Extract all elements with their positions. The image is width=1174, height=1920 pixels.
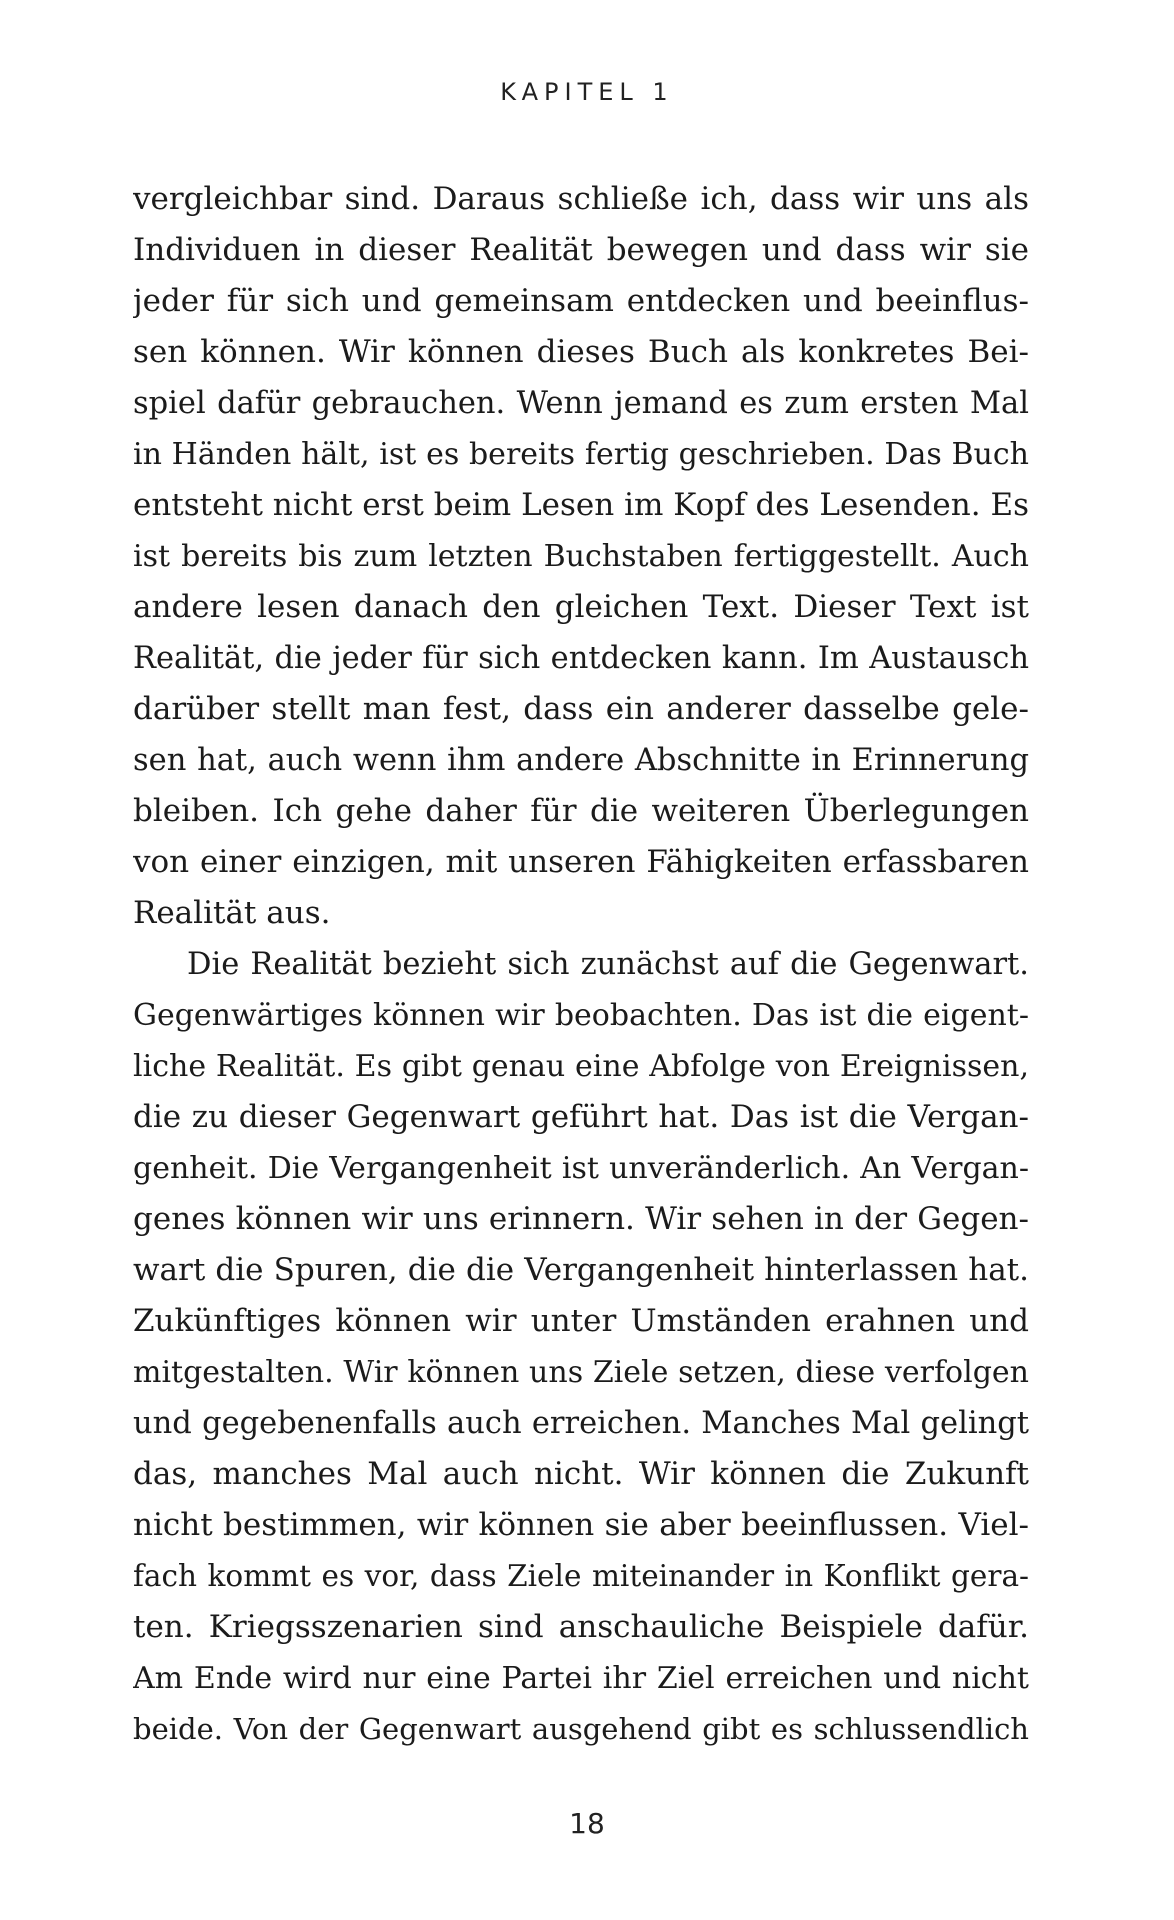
text-line: Die Realität bezieht sich zunächst auf die Gegenwart. [187,947,1029,982]
running-header: KAPITEL 1 [500,78,674,106]
text-line: entsteht nicht erst beim Lesen im Kopf des Lesenden. Es [133,487,1029,523]
text-line: genheit. Die Vergangenheit ist unveränderlich. An Vergan- [133,1151,1029,1186]
text-line: sen hat, auch wenn ihm andere Abschnitte in Erinnerung [133,743,1029,778]
text-line: bleiben. Ich gehe daher für die weiteren Überlegungen [133,793,1029,829]
text-line: genes können wir uns erinnern. Wir sehen in der Gegen- [133,1201,1029,1237]
text-line: jeder für sich und gemeinsam entdecken und beeinflus- [133,283,1029,319]
text-line: sen können. Wir können dieses Buch als konkretes Bei- [133,334,1029,370]
text-line: die zu dieser Gegenwart geführt hat. Das ist die Vergan- [133,1099,1029,1135]
text-line: beide. Von der Gegenwart ausgehend gibt es schlussendlich [133,1712,1029,1746]
text-line: Gegenwärtiges können wir beobachten. Das ist die eigent- [133,998,1029,1033]
text-line: fach kommt es vor, dass Ziele miteinander in Konflikt gera- [133,1559,1029,1593]
text-line: spiel dafür gebrauchen. Wenn jemand es zum ersten Mal [133,386,1029,421]
text-line: nicht bestimmen, wir können sie aber beeinflussen. Viel- [133,1507,1029,1543]
text-line: darüber stellt man fest, dass ein anderer dasselbe gele- [133,691,1029,727]
text-line: Individuen in dieser Realität bewegen und dass wir sie [133,232,1029,268]
text-line: mitgestalten. Wir können uns Ziele setzen, diese verfolgen [133,1355,1029,1390]
page-number: 18 [569,1807,605,1840]
text-line: Realität, die jeder für sich entdecken kann. Im Austausch [133,641,1029,676]
text-line: Am Ende wird nur eine Partei ihr Ziel erreichen und nicht [133,1661,1029,1696]
paragraph-1 [133,174,1029,939]
text-line: ist bereits bis zum letzten Buchstaben fertiggestellt. Auch [133,539,1029,574]
text-line: Realität aus. [133,895,331,931]
text-line: wart die Spuren, die die Vergangenheit hinterlassen hat. [133,1252,1029,1288]
text-line: und gegebenenfalls auch erreichen. Manches Mal gelingt [133,1406,1029,1441]
text-line: ten. Kriegsszenarien sind anschauliche Beispiele dafür. [133,1609,1029,1645]
text-line: von einer einzigen, mit unseren Fähigkeiten erfassbaren [133,844,1029,880]
text-line: das, manches Mal auch nicht. Wir können die Zukunft [133,1456,1029,1492]
text-line: in Händen hält, ist es bereits fertig geschrieben. Das Buch [133,437,1029,472]
text-line: liche Realität. Es gibt genau eine Abfolge von Ereignissen, [133,1049,1029,1084]
text-line: Zukünftiges können wir unter Umständen erahnen und [133,1303,1029,1339]
body-text [133,174,1029,1755]
paragraph-2 [133,939,1029,1755]
text-line: andere lesen danach den gleichen Text. Dieser Text ist [133,589,1029,625]
text-line: vergleichbar sind. Daraus schließe ich, dass wir uns als [133,181,1029,217]
